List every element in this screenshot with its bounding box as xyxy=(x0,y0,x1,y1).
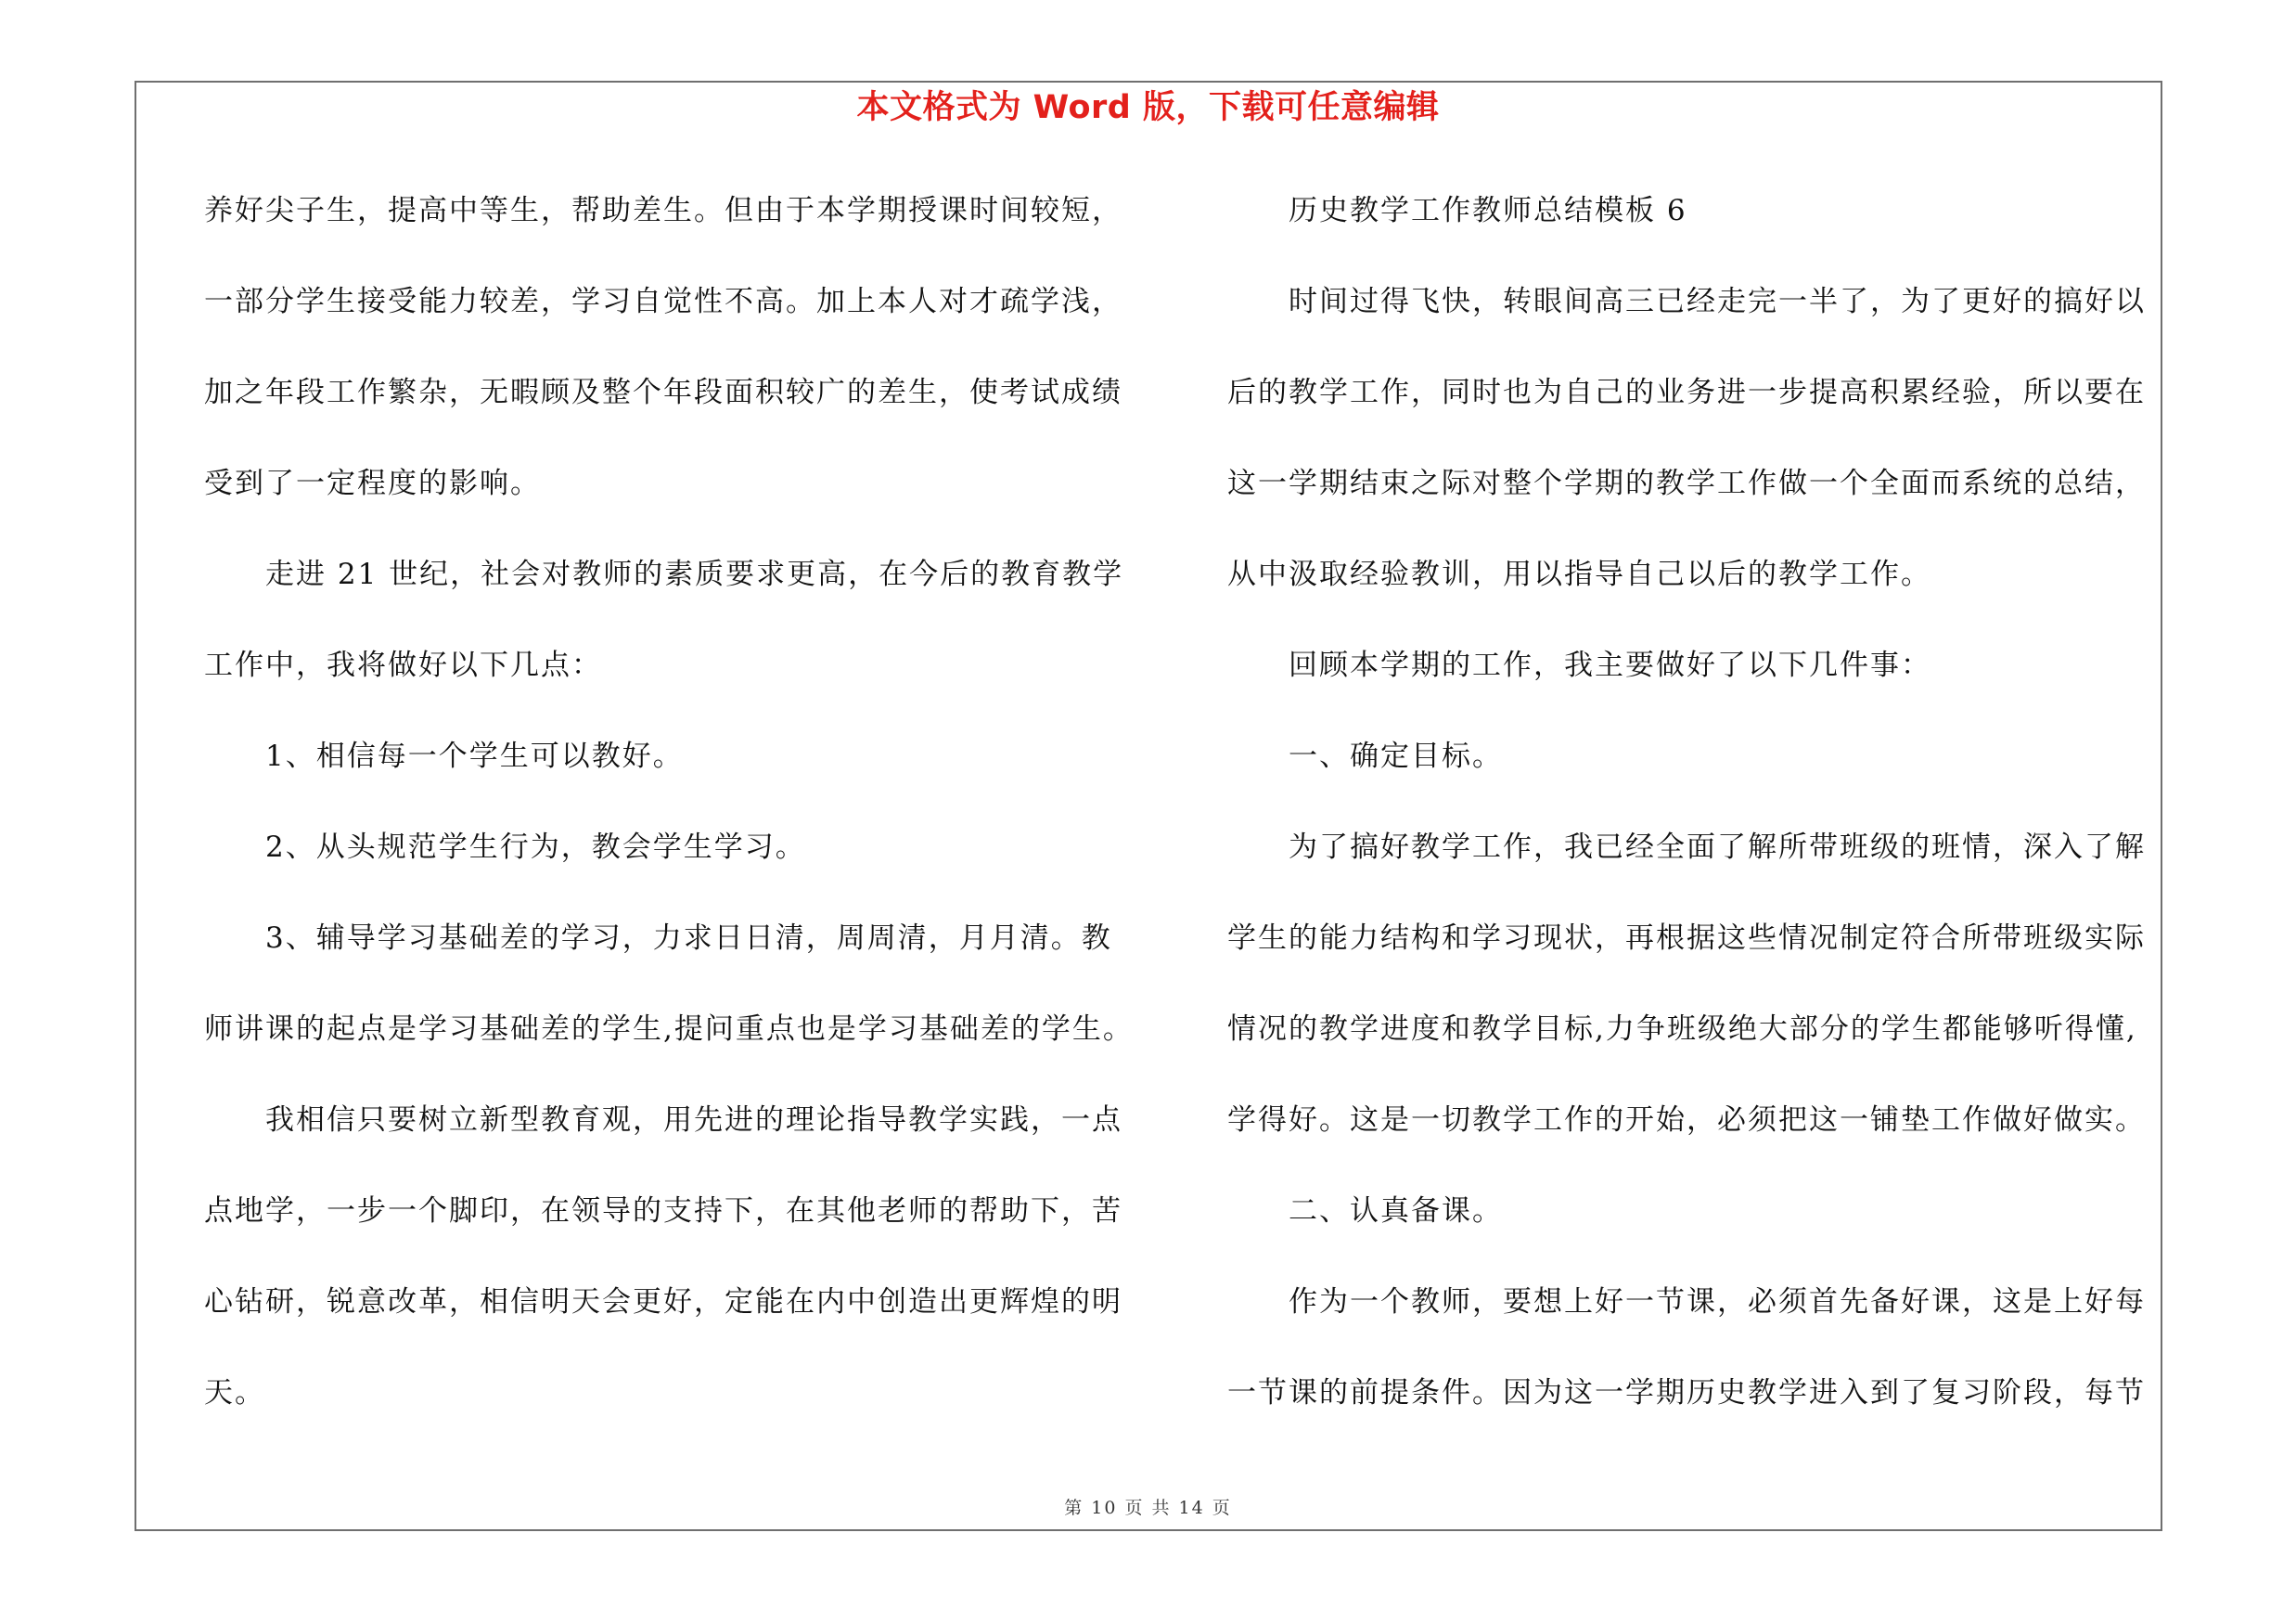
right-column-text-line: 时间过得飞快，转眼间高三已经走完一半了，为了更好的搞好以 xyxy=(1289,285,2146,318)
right-text-column xyxy=(1227,184,2172,1457)
right-column-text-line: 为了搞好教学工作，我已经全面了解所带班级的班情，深入了解 xyxy=(1289,831,2146,864)
left-column-text-line: 2、从头规范学生行为，教会学生学习。 xyxy=(265,831,806,864)
left-column-text-line: 一部分学生接受能力较差，学习自觉性不高。加上本人对才疏学浅， xyxy=(204,285,1122,318)
right-column-text-line: 学得好。这是一切教学工作的开始，必须把这一铺垫工作做好做实。 xyxy=(1227,1103,2146,1137)
right-column-text-line: 回顾本学期的工作，我主要做好了以下几件事： xyxy=(1289,649,1931,682)
left-column-text-line: 受到了一定程度的影响。 xyxy=(204,467,541,500)
right-column-text-line: 二、认真备课。 xyxy=(1289,1194,1503,1228)
right-column-text-line: 这一学期结束之际对整个学期的教学工作做一个全面而系统的总结， xyxy=(1227,467,2146,500)
left-column-text-line: 加之年段工作繁杂，无暇顾及整个年段面积较广的差生，使考试成绩 xyxy=(204,376,1122,409)
format-notice-banner: 本文格式为 Word 版，下载可任意编辑 xyxy=(856,89,1440,126)
left-column-text-line: 天。 xyxy=(204,1376,265,1410)
page-number-footer: 第 10 页 共 14 页 xyxy=(1064,1498,1232,1518)
right-column-text-line: 学生的能力结构和学习现状，再根据这些情况制定符合所带班级实际 xyxy=(1227,921,2146,955)
left-text-column xyxy=(204,184,1143,1457)
left-column-text-line: 点地学，一步一个脚印，在领导的支持下，在其他老师的帮助下，苦 xyxy=(204,1194,1122,1228)
left-column-text-line: 1、相信每一个学生可以教好。 xyxy=(265,740,684,773)
left-column-text-line: 我相信只要树立新型教育观，用先进的理论指导教学实践，一点 xyxy=(265,1103,1122,1137)
right-column-text-line: 情况的教学进度和教学目标,力争班级绝大部分的学生都能够听得懂, xyxy=(1227,1012,2137,1046)
left-column-text-line: 3、辅导学习基础差的学习，力求日日清，周周清，月月清。教 xyxy=(265,921,1112,955)
left-column-text-line: 心钻研，锐意改革，相信明天会更好，定能在内中创造出更辉煌的明 xyxy=(204,1285,1122,1319)
right-column-text-line: 一、确定目标。 xyxy=(1289,740,1503,773)
right-column-text-line: 作为一个教师，要想上好一节课，必须首先备好课，这是上好每 xyxy=(1289,1285,2146,1319)
right-column-text-line: 从中汲取经验教训，用以指导自己以后的教学工作。 xyxy=(1227,558,1931,591)
right-column-text-line: 历史教学工作教师总结模板 6 xyxy=(1289,194,1687,227)
left-column-text-line: 师讲课的起点是学习基础差的学生,提问重点也是学习基础差的学生。 xyxy=(204,1012,1134,1046)
left-column-text-line: 工作中，我将做好以下几点： xyxy=(204,649,602,682)
right-column-text-line: 一节课的前提条件。因为这一学期历史教学进入到了复习阶段，每节 xyxy=(1227,1376,2146,1410)
left-column-text-line: 养好尖子生，提高中等生，帮助差生。但由于本学期授课时间较短， xyxy=(204,194,1122,227)
left-column-text-line: 走进 21 世纪，社会对教师的素质要求更高，在今后的教育教学 xyxy=(265,558,1124,591)
right-column-text-line: 后的教学工作，同时也为自己的业务进一步提高积累经验，所以要在 xyxy=(1227,376,2146,409)
